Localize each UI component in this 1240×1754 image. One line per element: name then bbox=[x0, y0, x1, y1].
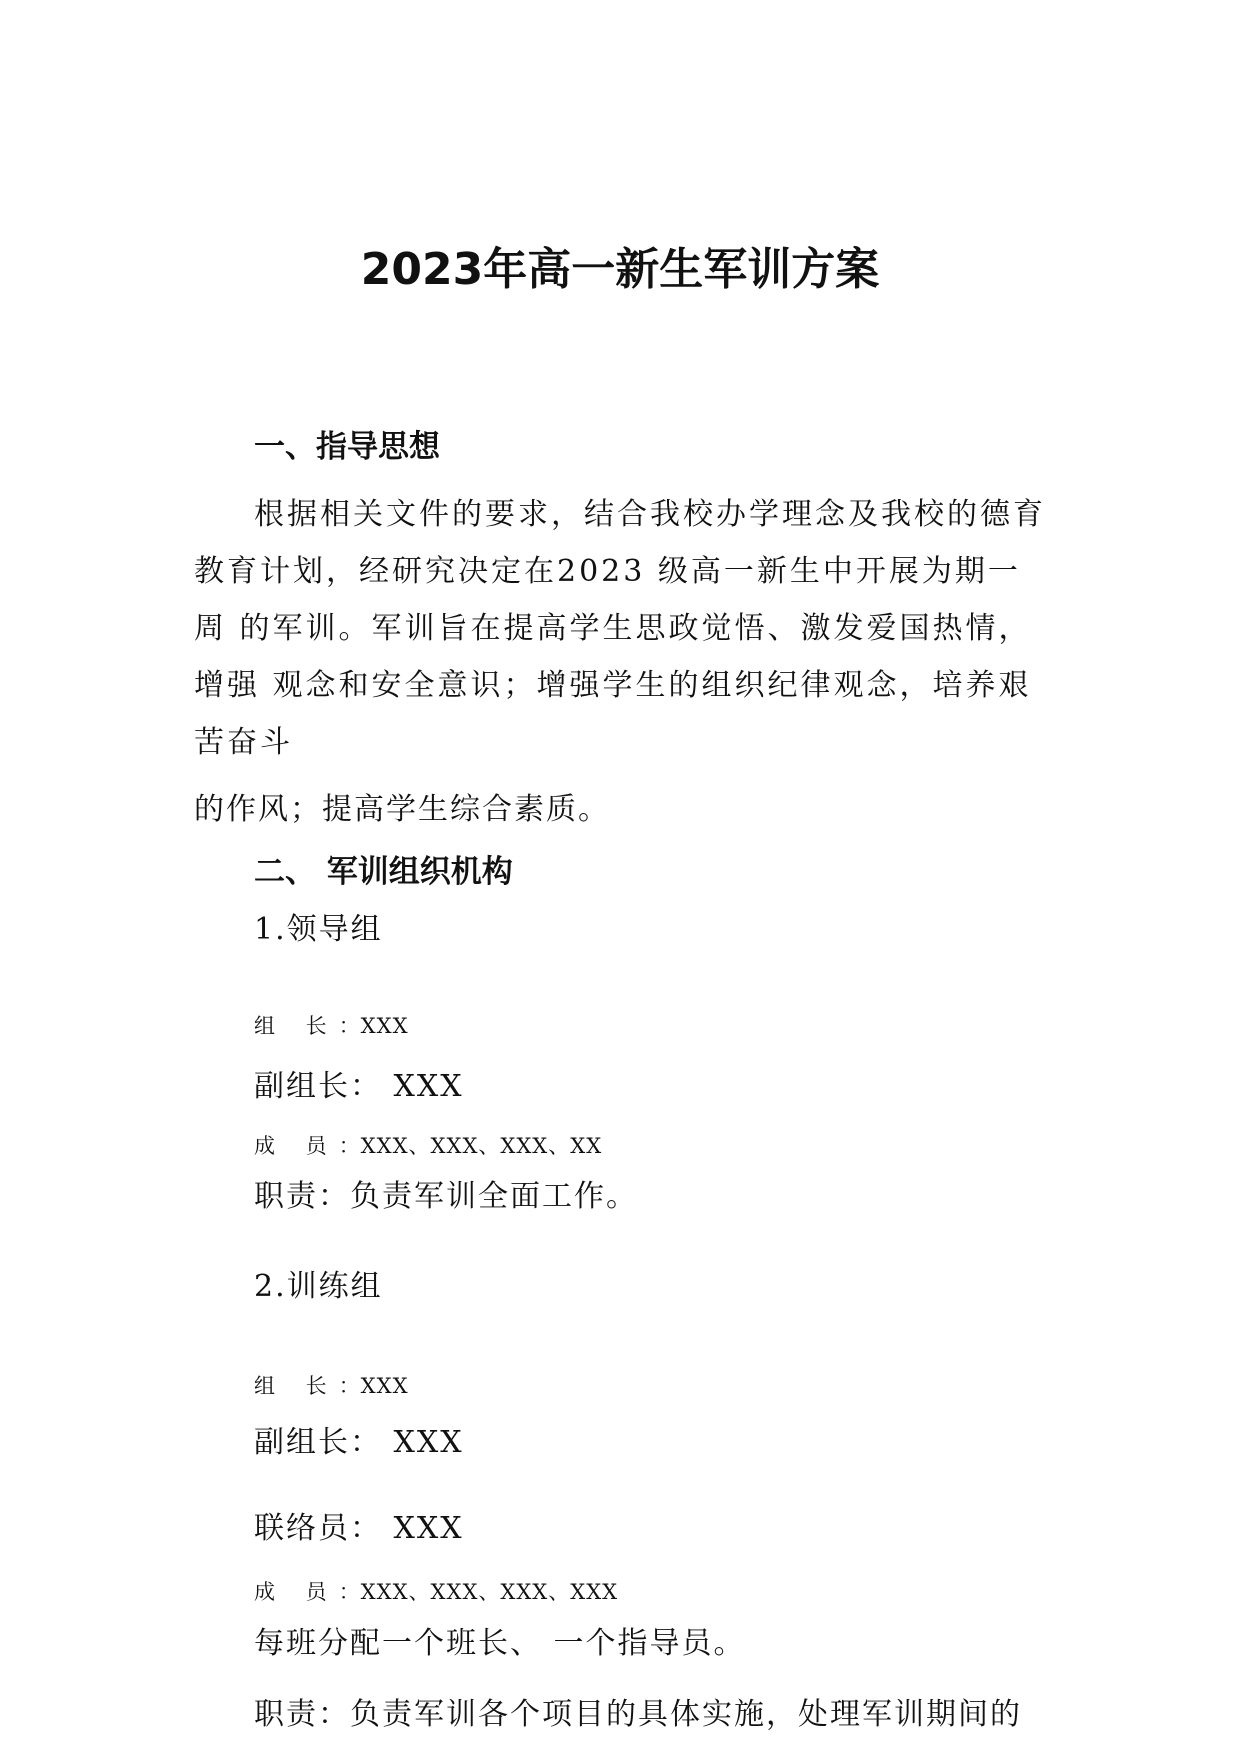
members-label: 成 员 bbox=[254, 1134, 339, 1158]
paragraph-line: 增强 观念和安全意识；增强学生的组织纪律观念，培养艰 bbox=[194, 668, 1032, 703]
document-title: 2023年高一新生军训方案 bbox=[360, 244, 880, 295]
members-label: 成 员 bbox=[254, 1580, 339, 1604]
section-1-heading: 一、指导思想 bbox=[254, 429, 440, 465]
leader-value: ：XXX bbox=[338, 1374, 409, 1398]
section-1-paragraph-tail: 的作风；提高学生综合素质。 bbox=[194, 792, 610, 827]
section-2-heading: 二、 军训组织机构 bbox=[254, 854, 513, 890]
paragraph-line: 根据相关文件的要求，结合我校办学理念及我校的德育 bbox=[254, 497, 1046, 532]
group-2-assignment: 每班分配一个班长、 一个指导员。 bbox=[254, 1626, 746, 1661]
paragraph-line: 教育计划，经研究决定在2023 级高一新生中开展为期一 bbox=[194, 554, 1021, 589]
paragraph-line: 周 的军训。军训旨在提高学生思政觉悟、激发爱国热情， bbox=[194, 611, 1032, 646]
group-1-duty: 职责：负责军训全面工作。 bbox=[254, 1179, 638, 1214]
members-value: ：XXX、XXX、XXX、XXX bbox=[338, 1580, 619, 1604]
leader-value: ：XXX bbox=[338, 1014, 409, 1038]
group-2-deputy: 副组长： XXX bbox=[254, 1425, 464, 1460]
group-2-title: 2.训练组 bbox=[254, 1269, 383, 1304]
group-1-title: 1.领导组 bbox=[254, 912, 383, 947]
section-1-paragraph bbox=[194, 486, 1062, 771]
group-1-members bbox=[254, 1136, 602, 1157]
group-1-leader bbox=[254, 1016, 409, 1037]
group-1-deputy: 副组长： XXX bbox=[254, 1069, 464, 1104]
leader-label: 组 长 bbox=[254, 1374, 339, 1398]
paragraph-line: 苦奋斗 bbox=[194, 725, 293, 760]
members-value: ：XXX、XXX、XXX、XX bbox=[338, 1134, 603, 1158]
group-2-duty: 职责：负责军训各个项目的具体实施，处理军训期间的 bbox=[254, 1697, 1022, 1732]
group-2-leader bbox=[254, 1376, 409, 1397]
group-2-liaison: 联络员： XXX bbox=[254, 1511, 464, 1546]
group-2-members bbox=[254, 1582, 618, 1603]
leader-label: 组 长 bbox=[254, 1014, 339, 1038]
